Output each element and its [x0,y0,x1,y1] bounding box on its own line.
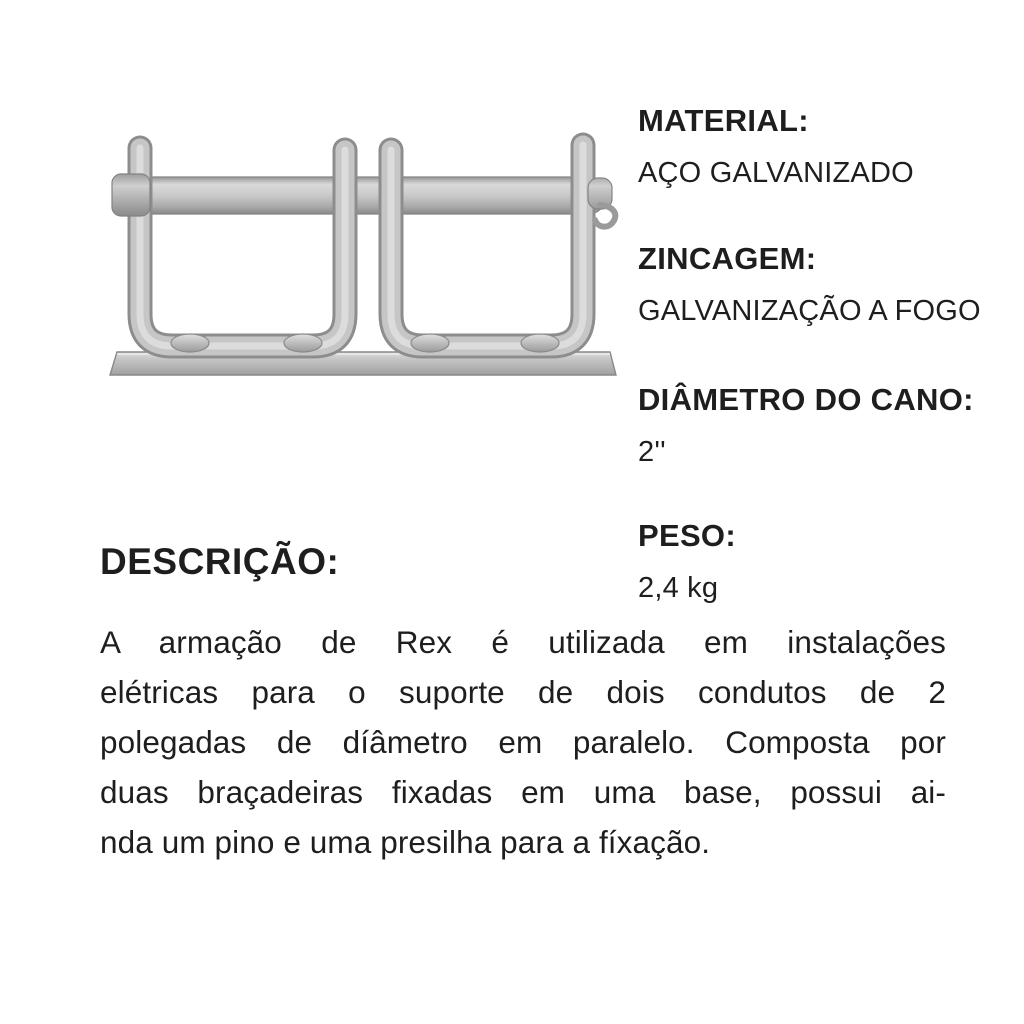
spec-label-peso: PESO: [638,518,736,553]
pin [128,177,606,214]
rivet [411,334,449,352]
description-paragraph [100,617,946,867]
spec-value-zincagem: GALVANIZAÇÃO A FOGO [638,295,981,327]
description-line: nda um pino e uma presilha para a fíxação. [100,824,711,860]
description-line: polegadas de díâmetro em paralelo. Composta por [100,724,946,760]
spec-block-zincagem [638,242,1018,327]
spec-value-diametro-do-cano: 2'' [638,436,666,468]
description-line: A armação de Rex é utilizada em instalações [100,624,946,660]
rivet [521,334,559,352]
description-line: duas braçadeiras fixadas em uma base, possui ai- [100,774,946,810]
description-heading: DESCRIÇÃO: [100,541,340,582]
spec-block-material [638,104,1018,189]
spec-label-zincagem: ZINCAGEM: [638,241,817,276]
right-bracket [391,145,583,346]
pin-cap [112,174,150,216]
description-line: elétricas para o suporte de dois condutos de 2 [100,674,946,710]
spec-value-material: AÇO GALVANIZADO [638,157,914,189]
rivet [284,334,322,352]
spec-label-material: MATERIAL: [638,103,809,138]
rivet [171,334,209,352]
spec-value-peso: 2,4 kg [638,572,719,604]
spec-block-peso [638,519,1018,604]
spec-block-diametro-do-cano [638,383,1018,468]
spec-label-diametro-do-cano: DIÂMETRO DO CANO: [638,382,974,417]
